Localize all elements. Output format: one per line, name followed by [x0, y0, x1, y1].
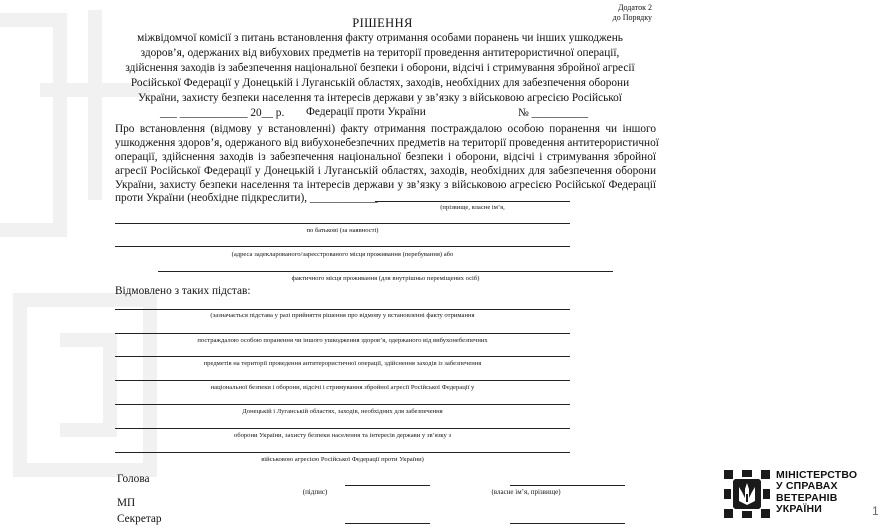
date-field: ___ ____________ 20__ р. [160, 107, 285, 119]
refusal-line-5[interactable] [115, 404, 570, 405]
name-caption: (прізвище, власне ім’я, [440, 204, 505, 211]
head-signature-line[interactable] [345, 485, 430, 486]
ministry-line-3: ВЕТЕРАНІВ [776, 491, 838, 504]
ministry-logo-icon [724, 470, 770, 518]
secretary-signature-line[interactable] [345, 523, 430, 524]
head-signature-caption: (підпис) [302, 488, 328, 496]
annex-line-2: до Порядку [612, 13, 652, 22]
actual-address-line[interactable] [158, 271, 613, 272]
actual-address-caption: фактичного місця проживання (для внутрішньо переміщених осіб) [291, 275, 480, 282]
refusal-caption-3: предметів на території проведення антитерористичної операції, здійснення заходів із забезпечення [203, 360, 482, 367]
seal-label: МП [117, 497, 136, 509]
refusal-caption-2: постраждалою особою поранення чи іншого ушкодження здоров’я, одержаного від вибухонебезпечних [197, 337, 488, 344]
header-line-2: здоров’я, одержаних від вибухових предметів на території проведення антитерористичної операції, [140, 47, 620, 59]
document-title: РІШЕННЯ [352, 16, 413, 30]
ministry-line-1: МІНІСТЕРСТВО [776, 469, 858, 481]
name-line[interactable] [375, 201, 570, 202]
patronymic-line[interactable] [115, 223, 570, 224]
refusal-line-2[interactable] [115, 333, 570, 334]
body-line-6: проти України (необхідне підкреслити), ____________ [115, 192, 378, 204]
header-line-6: Федерації проти України [306, 106, 426, 118]
head-name-line[interactable] [510, 485, 625, 486]
ministry-line-2: У СПРАВАХ [776, 480, 838, 493]
refusal-caption-5: Донецькій і Луганській областях, заходів, необхідних для забезпечення [242, 408, 443, 415]
refusal-line-1[interactable] [115, 309, 570, 310]
page-number: 1 [872, 504, 879, 518]
refusal-caption-7: військовою агресією Російської Федерації проти України) [261, 456, 424, 463]
body-line-2: ушкодження здоров’я, одержаного від вибухонебезпечних предметів на території проведення антитерористичної [115, 137, 659, 149]
body-line-4: агресії Російської Федерації у Донецькій і Луганській областях, заходів, необхідних для забезпечення оборони [115, 165, 656, 177]
head-name-caption: (власне ім’я, прізвище) [491, 488, 561, 496]
annex-line-1: Додаток 2 [618, 3, 652, 12]
body-line-3: операції, здійснення заходів із забезпечення національної безпеки і оборони, відсічі і стримування збройної [115, 151, 656, 163]
address-line[interactable] [115, 246, 570, 247]
header-line-4: Російської Федерації у Донецькій і Луганській областях, заходів, необхідних для забезпечення оборони [130, 77, 630, 89]
refusal-line-7[interactable] [115, 452, 570, 453]
refusal-caption-6: оборони України, захисту безпеки населення та інтересів держави у зв’язку з [233, 432, 452, 439]
body-line-5: України, захисту безпеки населення та інтересів держави у зв’язку з військовою агресією Російської Федерації [115, 179, 656, 191]
decision-number: № __________ [518, 107, 589, 119]
header-line-1: міжвідомчої комісії з питань встановлення факту отримання особами поранень чи інших ушкоджень [137, 32, 623, 44]
patronymic-caption: по батькові (за наявності) [306, 227, 379, 234]
header-line-5: України, захисту безпеки населення та інтересів держави у зв’язку з військовою агресією Російської [138, 92, 622, 104]
refusal-caption-4: національної безпеки і оборони, відсічі і стримування збройної агресії Російської Федерації у [210, 384, 475, 391]
ministry-name [776, 470, 857, 516]
address-caption: (адреса задекларованого/зареєстрованого місця проживання (перебування) або [231, 251, 454, 258]
header-line-3: здійснення заходів із забезпечення національної безпеки і оборони, відсічі і стримування збройної агресії [125, 62, 635, 74]
ministry-line-4: УКРАЇНИ [776, 503, 823, 516]
refusal-line-3[interactable] [115, 356, 570, 357]
refusal-line-6[interactable] [115, 428, 570, 429]
secretary-label: Секретар [117, 513, 162, 525]
refusal-caption-1: (зазначається підстава у разі прийняття рішення про відмову у встановленні факту отримання [210, 312, 475, 319]
refused-label: Відмовлено з таких підстав: [115, 285, 251, 297]
body-line-1: Про встановлення (відмову у встановленні) факту отримання постраждалою особою поранення чи іншого [115, 123, 656, 135]
annex-note [600, 3, 652, 23]
refusal-line-4[interactable] [115, 380, 570, 381]
head-label: Голова [117, 473, 150, 485]
secretary-name-line[interactable] [510, 523, 625, 524]
